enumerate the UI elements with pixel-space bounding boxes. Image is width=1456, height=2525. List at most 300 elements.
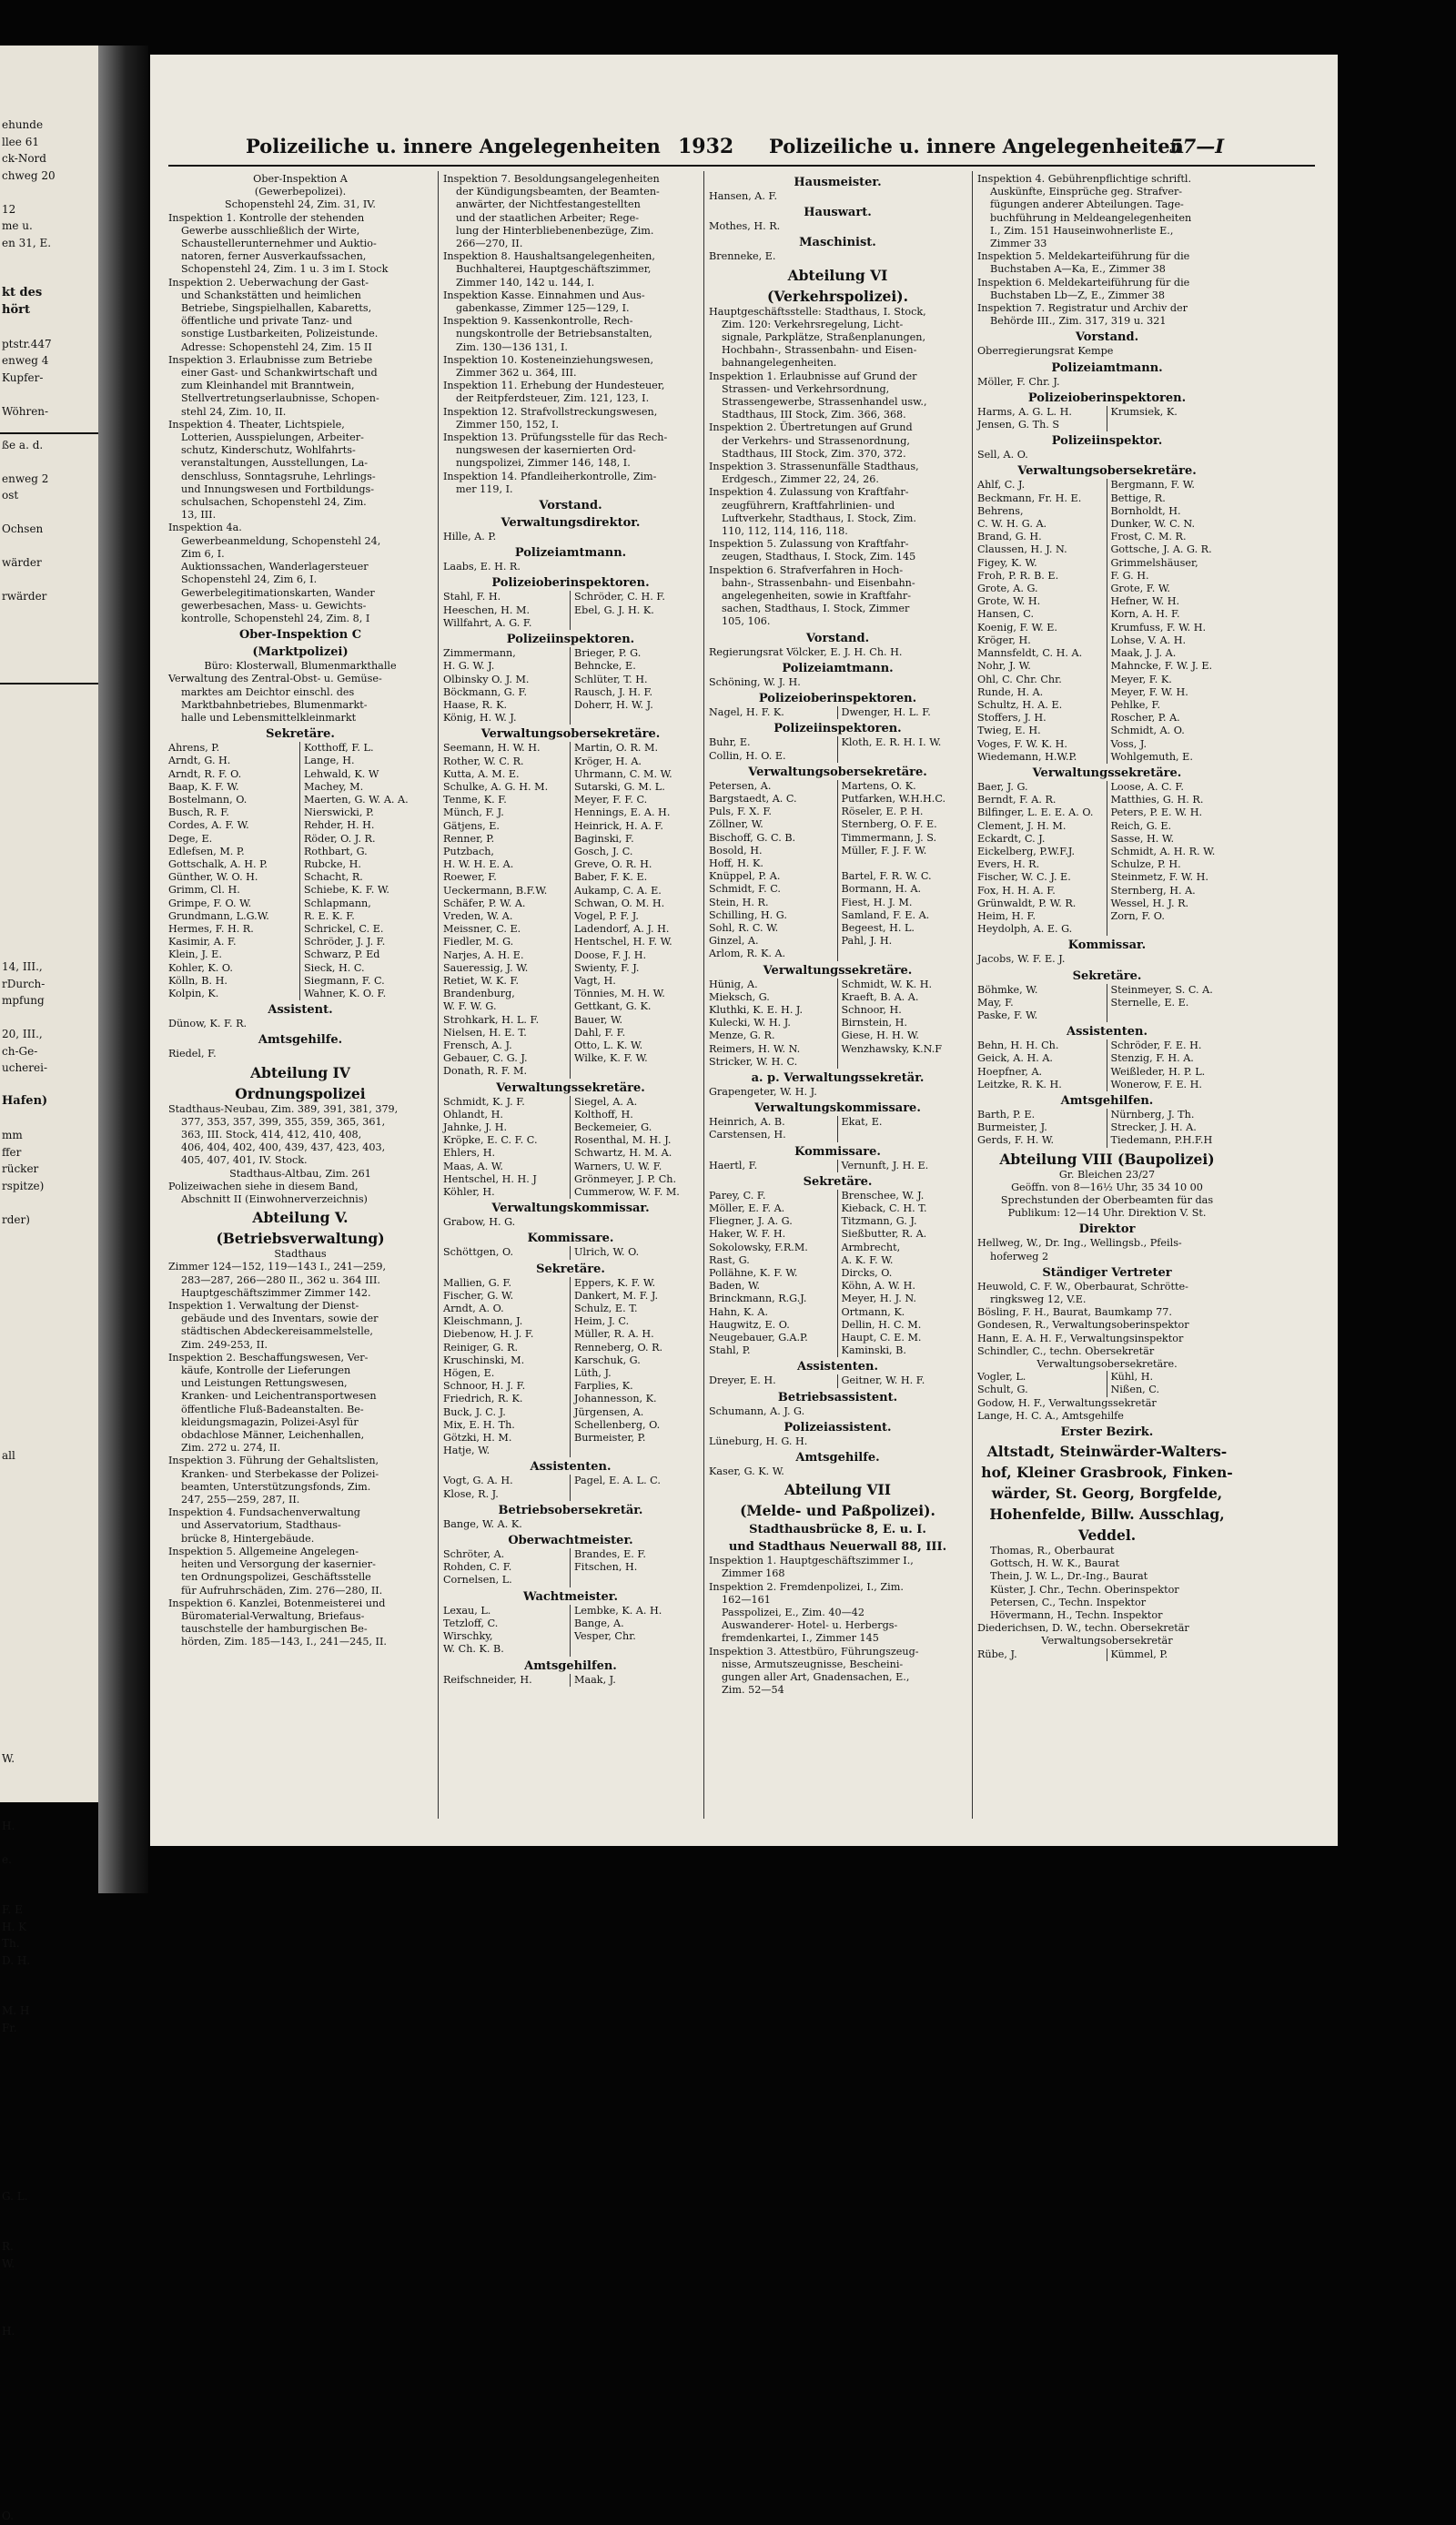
fragment-line	[2, 1313, 98, 1330]
name-pair-row	[168, 871, 432, 884]
section-heading: Vorstand.	[539, 499, 602, 513]
name-pair-row	[168, 948, 432, 961]
name-pair-row	[977, 622, 1237, 634]
name-pair-row	[709, 1116, 966, 1129]
section-heading: Assistenten.	[530, 1460, 612, 1475]
entry-line: Inspektion 7. Registratur und Archiv der	[977, 302, 1188, 315]
name-right	[838, 857, 967, 870]
fragment-line	[2, 2222, 98, 2239]
name-pair-row	[168, 742, 432, 755]
name-right: Krumfuss, F. W. H.	[1110, 621, 1207, 634]
name-pair-row	[709, 1228, 966, 1241]
name-right: Kühl, H.	[1110, 1371, 1154, 1384]
name-right: F. G. H.	[1110, 569, 1149, 582]
name-left: Arndt, A. O.	[443, 1303, 571, 1315]
entry-continuation: 405, 407, 401, IV. Stock.	[181, 1154, 308, 1167]
fragment-line: mpfung	[2, 994, 45, 1007]
name-pair-row	[709, 1254, 966, 1267]
name-right: Sießbutter, R. A.	[841, 1228, 927, 1241]
name-left: Brandenburg,	[443, 988, 571, 1000]
name-right: Samland, F. E. A.	[841, 908, 930, 921]
fragment-line	[2, 2440, 98, 2458]
entry-line: Inspektion 3. Attestbüro, Führungszeug-	[709, 1645, 919, 1658]
centered-line: Gr. Bleichen 23/27	[1058, 1168, 1156, 1181]
fragment-line	[2, 2390, 98, 2408]
name-right: Schnoor, H.	[841, 1003, 902, 1016]
name-right: Dankert, M. F. J.	[574, 1289, 659, 1302]
centered-line: Geöffn. von 8—16½ Uhr, 35 34 10 00	[1011, 1181, 1203, 1193]
name-pair-row	[709, 883, 966, 896]
name-left: Hünig, A.	[709, 979, 838, 991]
entry-continuation: gebäude und des Inventars, sowie der	[181, 1313, 379, 1325]
section-heading: Amtsgehilfen.	[524, 1658, 617, 1673]
name-left: Neugebauer, G.A.P.	[709, 1332, 838, 1344]
name-pair-row	[977, 1039, 1237, 1052]
name-right: R. E. K. F.	[304, 909, 355, 922]
entry-continuation: denschluss, Sonntagsruhe, Lehrlings-	[181, 470, 376, 482]
fragment-line	[2, 1515, 98, 1532]
entry-continuation: Zimmer 140, 142 u. 144, I.	[456, 276, 595, 289]
fragment-line: kt des	[2, 286, 43, 299]
name-pair-row	[977, 492, 1237, 505]
name-left: Ehlers, H.	[443, 1147, 571, 1160]
name-left: Fiedler, M. G.	[443, 936, 571, 948]
name-right: Röseler, E. P. H.	[841, 806, 924, 818]
name-right: Eppers, K. F. W.	[574, 1276, 656, 1289]
name-right: Rosenthal, M. H. J.	[574, 1134, 672, 1147]
section-heading: Verwaltungssekretäre.	[496, 1080, 645, 1095]
entry-continuation: gabenkasse, Zimmer 125—129, I.	[456, 302, 630, 315]
section-heading: a. p. Verwaltungssekretär.	[751, 1070, 925, 1085]
entry-line: Gondesen, R., Verwaltungsoberinspektor	[977, 1319, 1189, 1332]
entry-continuation: Thomas, R., Oberbaurat	[990, 1545, 1115, 1557]
name-pair-row	[709, 991, 966, 1004]
fragment-line	[2, 2171, 98, 2188]
name-pair-row	[443, 1475, 698, 1487]
name-right: Röder, O. J. R.	[304, 832, 376, 845]
entry-continuation: marktes am Deichtor einschl. des	[181, 685, 355, 698]
name-pair-row	[977, 699, 1237, 712]
entry-continuation: 377, 353, 357, 399, 355, 359, 365, 361,	[181, 1115, 386, 1128]
fragment-line: llee 61	[2, 135, 39, 148]
fragment-line	[2, 1868, 98, 1885]
name-left: Dege, E.	[168, 833, 300, 846]
name-right: Schlapmann,	[304, 897, 371, 909]
fragment-line	[2, 2424, 98, 2441]
name-right: Mahncke, F. W. J. E.	[1110, 660, 1213, 673]
name-right: Lohse, V. A. H.	[1110, 634, 1187, 646]
entry-continuation: nisse, Armutszeugnisse, Bescheini-	[722, 1658, 904, 1670]
name-right: Müller, F. J. F. W.	[841, 844, 927, 857]
name-pair-row	[443, 660, 698, 673]
entry-continuation: fremdenkartei, I., Zimmer 145	[722, 1632, 879, 1645]
fragment-line	[2, 1548, 98, 1566]
entry-continuation: bahnangelegenheiten.	[722, 357, 837, 370]
name-left: Ohl, C. Chr. Chr.	[977, 674, 1107, 686]
name-right: Schulz, E. T.	[574, 1303, 638, 1315]
entry-line: Inspektion 3. Strassenunfälle Stadthaus,	[709, 461, 919, 473]
name-right	[571, 617, 698, 630]
section-heading: Polizeioberinspektoren.	[491, 576, 650, 591]
fragment-line: mm	[2, 1129, 23, 1141]
name-right: Hennings, E. A. H.	[574, 806, 671, 819]
name-pair-row	[443, 686, 698, 699]
name-left: Buck, J. C. J.	[443, 1406, 571, 1419]
fragment-line	[2, 1228, 98, 1245]
section-heading: Verwaltungsobersekretäre.	[748, 765, 927, 779]
name-right: Kraeft, B. A. A.	[841, 990, 919, 1003]
name-left: Fox, H. H. A. F.	[977, 885, 1107, 897]
entry-continuation: signale, Parkplätze, Straßenplanungen,	[722, 331, 926, 344]
name-pair-row	[443, 962, 698, 975]
entry-continuation: Passpolizei, E., Zim. 40—42	[722, 1607, 865, 1619]
division-heading: (Betriebsverwaltung)	[216, 1230, 385, 1248]
name-right: Nißen, C.	[1110, 1384, 1159, 1396]
name-right: Peters, P. E. W. H.	[1110, 806, 1203, 819]
entry-continuation: schulsachen, Schopenstehl 24, Zim.	[181, 496, 367, 509]
name-pair-row	[977, 1384, 1237, 1396]
entry-line: Hellweg, W., Dr. Ing., Wellingsb., Pfeils-	[977, 1237, 1182, 1250]
entry-line: Heuwold, C. F. W., Oberbaurat, Schrötte-	[977, 1280, 1188, 1293]
name-right: Krumsiek, K.	[1110, 405, 1178, 418]
name-right: Schwartz, H. M. A.	[574, 1147, 672, 1160]
name-pair-row	[709, 935, 966, 948]
name-left: Brinckmann, R.G.J.	[709, 1293, 838, 1305]
entry-continuation: heiten und Versorgung der kasernier-	[181, 1558, 376, 1571]
entry-continuation: und Innungswesen und Fortbildungs-	[181, 482, 375, 495]
name-left: Olbinsky O. J. M.	[443, 674, 571, 686]
column-divider	[972, 171, 973, 1819]
name-left: Claussen, H. J. N.	[977, 543, 1107, 556]
section-heading: Polizeiinspektoren.	[506, 633, 635, 647]
name-pair-row	[709, 1029, 966, 1042]
name-pair-row	[977, 647, 1237, 660]
fragment-line: en 31, E.	[2, 236, 52, 249]
entry-continuation: Küster, J. Chr., Techn. Oberinspektor	[990, 1583, 1179, 1596]
name-pair-row	[977, 820, 1237, 833]
name-right: Steinmeyer, S. C. A.	[1110, 983, 1213, 996]
name-pair-row	[977, 751, 1237, 764]
name-left: Knüppel, P. A.	[709, 870, 838, 883]
name-pair-row	[443, 1147, 698, 1160]
section-heading: Sekretäre.	[803, 1174, 873, 1189]
name-pair-row	[168, 846, 432, 858]
fragment-line	[2, 2205, 98, 2222]
name-left: Kluthki, K. E. H. J.	[709, 1004, 838, 1017]
entry-continuation: der Kündigungsbeamten, der Beamten-	[456, 186, 660, 198]
fragment-line	[2, 1733, 98, 1750]
name-pair-row	[977, 858, 1237, 871]
name-right: Strecker, J. H. A.	[1110, 1121, 1197, 1134]
name-right: Dahl, F. F.	[574, 1026, 626, 1039]
name-pair-row	[168, 988, 432, 1000]
name-right: Vernunft, J. H. E.	[841, 1159, 929, 1171]
name-left: Gerds, F. H. W.	[977, 1134, 1107, 1147]
document-page	[150, 55, 1338, 1846]
name-right: Stenzig, F. H. A.	[1110, 1052, 1194, 1065]
section-heading: Polizeioberinspektoren.	[1027, 390, 1187, 405]
name-pair-row	[443, 1065, 698, 1078]
centered-line: Schopenstehl 24, Zim. 31, IV.	[225, 198, 376, 211]
name-left: Jahnke, J. H.	[443, 1121, 571, 1134]
section-heading: Betriebsassistent.	[777, 1390, 898, 1404]
fragment-line	[2, 875, 98, 892]
entry-line: Bange, W. A. K.	[443, 1517, 522, 1530]
fragment-line	[2, 319, 98, 336]
entry-line: Inspektion 2. Übertretungen auf Grund	[709, 421, 913, 434]
entry-line: Inspektion 6. Kanzlei, Botenmeisterei und	[168, 1597, 386, 1609]
name-right: Doherr, H. W. J.	[574, 698, 653, 711]
name-right: Lehwald, K. W	[304, 767, 379, 780]
name-pair-row	[977, 1066, 1237, 1079]
name-right: Haupt, C. E. M.	[841, 1332, 922, 1344]
name-right: Wahner, K. O. F.	[304, 987, 387, 999]
entry-line: Inspektion 1. Hauptgeschäftszimmer I.,	[709, 1555, 914, 1567]
entry-continuation: obdachlose Männer, Leichenhallen,	[181, 1429, 365, 1442]
name-left: Mannsfeldt, C. H. A.	[977, 647, 1107, 660]
name-pair-row	[168, 781, 432, 794]
name-pair-row	[443, 923, 698, 936]
name-right: Köhn, A. W. H.	[841, 1280, 915, 1293]
entry-continuation: 105, 106.	[722, 615, 771, 628]
fragment-line	[2, 1834, 98, 1851]
name-left: Arndt, R. F. O.	[168, 768, 300, 781]
name-right: Kaminski, B.	[841, 1344, 906, 1357]
name-pair-row	[977, 419, 1237, 431]
entry-continuation: Zim 6, I.	[181, 547, 225, 560]
name-left: Schulke, A. G. H. M.	[443, 781, 571, 794]
fragment-line: 14, III.,	[2, 960, 43, 973]
name-left: Wirschky,	[443, 1630, 571, 1643]
fragment-line	[2, 1497, 98, 1515]
entry-continuation: Zimmer 150, 152, I.	[456, 418, 560, 431]
name-pair-row	[709, 857, 966, 870]
fragment-line	[2, 891, 98, 908]
entry-continuation: Auswanderer- Hotel- u. Herbergs-	[722, 1619, 898, 1632]
fragment-line	[2, 2407, 98, 2424]
name-left: Haugwitz, E. O.	[709, 1319, 838, 1332]
section-heading: Polizeiinspektor.	[1051, 434, 1163, 449]
name-pair-row	[443, 1406, 698, 1419]
entry-continuation: Kranken- und Sterbekasse der Polizei-	[181, 1467, 379, 1480]
section-heading: Polizeiinspektoren.	[774, 722, 902, 736]
name-pair-row	[709, 1004, 966, 1017]
name-pair-row	[709, 1267, 966, 1280]
name-right: Pagel, E. A. L. C.	[574, 1475, 661, 1487]
name-pair-row	[709, 1280, 966, 1293]
name-right: Meyer, F. F. C.	[574, 794, 648, 806]
fragment-line: Th.	[2, 1937, 20, 1950]
section-heading: Vorstand.	[1075, 330, 1139, 345]
name-right: Zorn, F. O.	[1110, 909, 1165, 922]
name-pair-row	[977, 595, 1237, 608]
entry-continuation: kontrolle, Schopenstehl 24, Zim. 8, I	[181, 612, 370, 624]
name-left: W. F. W. G.	[443, 1000, 571, 1013]
entry-continuation: Adresse: Schopenstehl 24, Zim. 15 II	[181, 340, 372, 353]
name-right: Bergmann, F. W.	[1110, 479, 1195, 492]
entry-line: Inspektion 1. Verwaltung der Dienst-	[168, 1300, 359, 1313]
name-pair-row	[443, 781, 698, 794]
fragment-line: Ochsen	[2, 522, 44, 535]
division-heading: Abteilung IV	[250, 1063, 350, 1081]
name-left: Hansen, C.	[977, 608, 1107, 621]
name-pair-row	[443, 846, 698, 858]
fragment-line: enweg 2	[2, 472, 49, 485]
name-pair-row	[168, 910, 432, 923]
entry-line: Inspektion Kasse. Einnahmen und Aus-	[443, 289, 645, 301]
name-right: Brandes, E. F.	[574, 1548, 646, 1561]
name-left: Bischoff, G. C. B.	[709, 832, 838, 845]
name-pair-row	[709, 1374, 966, 1387]
name-pair-row	[977, 1648, 1237, 1661]
name-left: Möller, E. F. A.	[709, 1202, 838, 1215]
section-heading: Direktor	[1078, 1222, 1136, 1237]
name-right: Schmidt, A. H. R. W.	[1110, 845, 1216, 857]
entry-line: Inspektion 3. Führung der Gehaltslisten,	[168, 1455, 379, 1467]
name-right: Titzmann, G. J.	[841, 1215, 917, 1228]
name-pair-row	[168, 975, 432, 988]
name-left: Haker, W. F. H.	[709, 1228, 838, 1241]
entry-continuation: städtischen Abdeckereisammelstelle,	[181, 1325, 373, 1338]
entry-continuation: Schopenstehl 24, Zim 6, I.	[181, 573, 318, 586]
name-left: Sokolowsky, F.R.M.	[709, 1242, 838, 1254]
name-left: Vogt, G. A. H.	[443, 1475, 571, 1487]
name-pair-row	[709, 793, 966, 806]
name-right: Timmermann, J. S.	[841, 831, 937, 844]
entry-continuation: Luftverkehr, Stadthaus, I. Stock, Zim.	[722, 512, 916, 524]
entry-continuation: tauschstelle der hamburgischen Be-	[181, 1623, 368, 1636]
fragment-line	[2, 2155, 98, 2172]
fragment-line	[2, 942, 98, 959]
name-left: Nielsen, H. E. T.	[443, 1027, 571, 1039]
name-right: Burmeister, P.	[574, 1432, 646, 1445]
name-pair-row	[443, 1303, 698, 1315]
name-pair-row	[168, 755, 432, 767]
name-left: Fischer, W. C. J. E.	[977, 871, 1107, 884]
name-left: Kröger, H.	[977, 634, 1107, 647]
fragment-line: me u.	[2, 219, 33, 232]
name-pair-row	[977, 1079, 1237, 1091]
fragment-line	[2, 2121, 98, 2138]
entry-continuation: veranstaltungen, Ausstellungen, La-	[181, 457, 369, 470]
name-pair-row	[977, 794, 1237, 806]
section-heading: (Marktpolizei)	[252, 645, 349, 660]
entry-line: Inspektion 4. Gebührenpflichtige schriftl.	[977, 173, 1192, 185]
name-left: Putzbach,	[443, 846, 571, 858]
name-right: Korn, A. H. F.	[1110, 608, 1180, 621]
name-pair-row	[168, 794, 432, 806]
name-right: Greve, O. R. H.	[574, 858, 652, 871]
name-pair-row	[443, 1039, 698, 1052]
name-right: Lüth, J.	[574, 1367, 612, 1380]
name-pair-row	[443, 1315, 698, 1328]
name-right: Matthies, G. H. R.	[1110, 794, 1204, 806]
name-pair-row	[443, 820, 698, 833]
name-pair-row	[709, 1306, 966, 1319]
entry-line: Inspektion 1. Erlaubnisse auf Grund der	[709, 370, 917, 382]
fragment-line	[2, 2036, 98, 2053]
name-right: Cummerow, W. F. M.	[574, 1186, 680, 1199]
name-left: Saueressig, J. W.	[443, 962, 571, 975]
name-right: Doose, F. J. H.	[574, 948, 647, 961]
name-right: Gottsche, J. A. G. R.	[1110, 543, 1212, 556]
name-left: Parey, C. F.	[709, 1190, 838, 1202]
name-pair-row	[709, 780, 966, 793]
name-pair-row	[977, 910, 1237, 923]
name-pair-row	[977, 505, 1237, 518]
name-left: Schnoor, H. J. F.	[443, 1380, 571, 1393]
name-left: Barth, P. E.	[977, 1109, 1107, 1121]
name-right: Dircks, O.	[841, 1267, 893, 1279]
entry-continuation: Zimmer 33	[990, 238, 1047, 250]
name-right	[571, 1574, 698, 1587]
fragment-line: enweg 4	[2, 354, 49, 367]
name-left: Kleischmann, J.	[443, 1315, 571, 1328]
fragment-line: ße a. d.	[2, 438, 44, 451]
name-left: Schult, G.	[977, 1384, 1107, 1396]
name-pair-row	[977, 531, 1237, 543]
name-right: Brenschee, W. J.	[841, 1189, 925, 1202]
name-right: Schröder, J. J. F.	[304, 936, 386, 948]
fragment-line	[2, 925, 98, 942]
section-heading: Verwaltungskommissar.	[491, 1202, 650, 1216]
name-left: Lexau, L.	[443, 1605, 571, 1617]
fragment-line: F. E	[2, 1903, 23, 1916]
name-right	[838, 1129, 967, 1141]
name-right: Maak, J. J. A.	[1110, 647, 1177, 660]
name-right: Martin, O. R. M.	[574, 742, 659, 755]
name-right: Aukamp, C. A. E.	[574, 884, 662, 897]
entry-continuation: Stadthaus, III Stock, Zim. 366, 368.	[722, 409, 906, 421]
name-right: Kloth, E. R. H. I. W.	[841, 736, 942, 749]
fragment-line: D. H.	[2, 1953, 31, 1967]
fragment-line: ptstr.447	[2, 337, 52, 350]
fragment-line	[2, 1885, 98, 1902]
name-pair-row	[977, 806, 1237, 819]
fragment-line: 20, III.,	[2, 1028, 43, 1040]
name-pair-row	[709, 1332, 966, 1344]
fragment-line	[2, 2087, 98, 2104]
entry-continuation: Strassengewerbe, Strassenhandel usw.,	[722, 396, 927, 409]
fragment-line	[2, 639, 98, 656]
name-right: Grimmelshäuser,	[1110, 556, 1198, 569]
name-left: Cornelsen, L.	[443, 1574, 571, 1587]
section-heading: Maschinist.	[799, 236, 876, 250]
fragment-line: Kupfer-	[2, 370, 44, 384]
fragment-line: rspitze)	[2, 1179, 45, 1192]
fragment-line	[2, 1464, 98, 1481]
name-pair-row	[443, 1354, 698, 1367]
name-right: Schwarz, P. Ed	[304, 948, 380, 961]
entry-continuation: und Schankstätten und heimlichen	[181, 289, 361, 301]
fragment-line	[2, 1295, 98, 1313]
entry-line: Dünow, K. F. R.	[168, 1018, 248, 1030]
entry-line: Regierungsrat Völcker, E. J. H. Ch. H.	[709, 645, 903, 658]
name-left: Behn, H. H. Ch.	[977, 1039, 1107, 1052]
entry-continuation: für Aufruhrschäden, Zim. 276—280, II.	[181, 1584, 383, 1597]
name-left: Berndt, F. A. R.	[977, 794, 1107, 806]
section-heading: Betriebsobersekretär.	[498, 1503, 643, 1517]
name-right: Sutarski, G. M. L.	[574, 780, 665, 793]
name-left: Stahl, P.	[709, 1344, 838, 1357]
name-left: Högen, E.	[443, 1367, 571, 1380]
name-left: Vogler, L.	[977, 1371, 1107, 1384]
entry-continuation: Thein, J. W. L., Dr.-Ing., Baurat	[990, 1570, 1148, 1583]
name-left: Grimpe, F. O. W.	[168, 897, 300, 910]
entry-line: Inspektion 3. Erlaubnisse zum Betriebe	[168, 353, 373, 366]
name-left: Diebenow, H. J. F.	[443, 1328, 571, 1341]
name-right: Uhrmann, C. M. W.	[574, 767, 672, 780]
